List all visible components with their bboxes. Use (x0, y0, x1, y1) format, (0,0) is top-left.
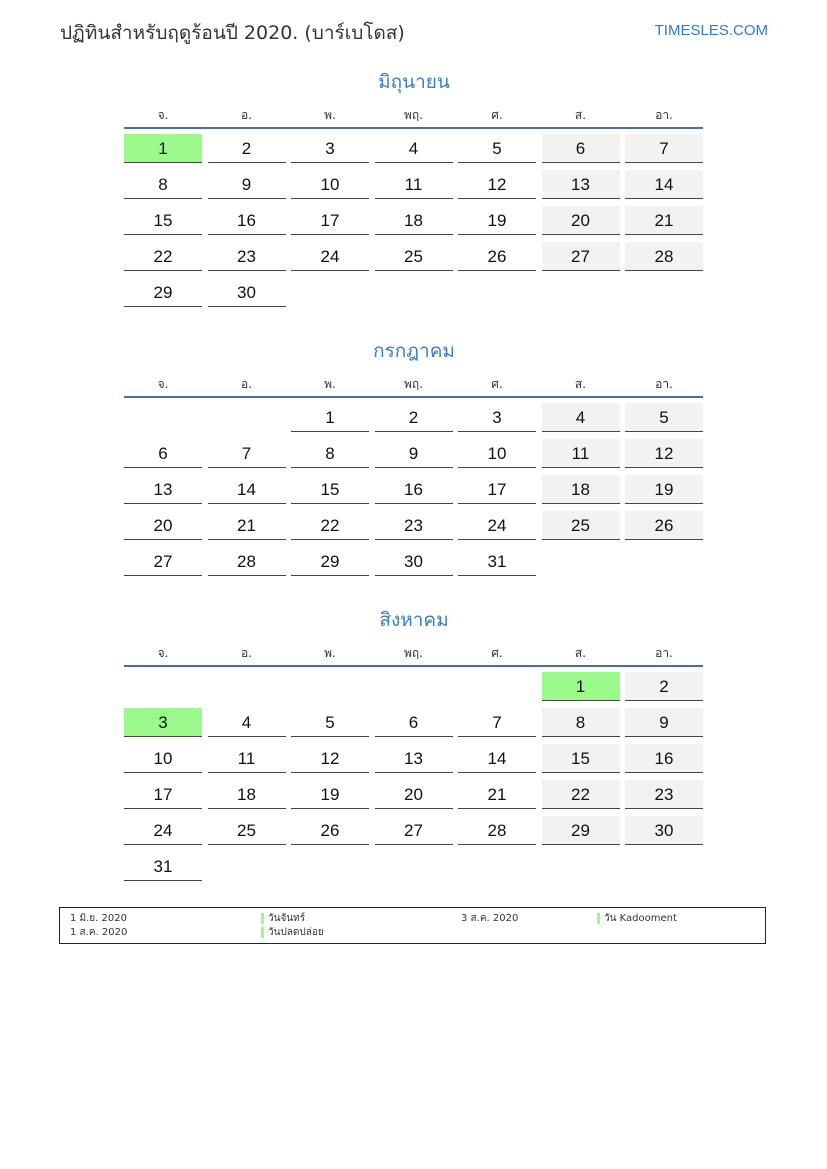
weekday-label: อา. (655, 108, 673, 122)
weekday-label: อ. (240, 377, 253, 391)
weekday-label: อา. (655, 646, 673, 660)
empty-day-cell (625, 852, 703, 881)
day-cell: 27 (542, 242, 620, 271)
day-cell: 28 (625, 242, 703, 271)
day-cell: 30 (375, 547, 453, 576)
month-july (124, 337, 704, 583)
day-cell: 9 (208, 170, 286, 199)
day-cell: 10 (124, 744, 202, 773)
day-cell: 18 (542, 475, 620, 504)
day-cell: 30 (208, 278, 286, 307)
empty-day-cell (542, 852, 620, 881)
day-cell: 13 (375, 744, 453, 773)
day-cell: 11 (542, 439, 620, 468)
weekday-label: พ. (324, 108, 336, 122)
weekday-label: ส. (574, 377, 587, 391)
day-cell: 1 (291, 403, 369, 432)
day-cell: 7 (208, 439, 286, 468)
weekday-label: อ. (240, 646, 253, 660)
day-cell: 5 (291, 708, 369, 737)
day-cell: 17 (458, 475, 536, 504)
day-cell: 9 (625, 708, 703, 737)
empty-day-cell (291, 672, 369, 701)
empty-day-cell (375, 852, 453, 881)
day-cell: 2 (625, 672, 703, 701)
weekday-label: พ. (324, 646, 336, 660)
weekday-label: พ. (324, 377, 336, 391)
day-cell: 23 (375, 511, 453, 540)
day-cell: 12 (458, 170, 536, 199)
legend-color-marker (597, 913, 600, 924)
day-cell: 22 (124, 242, 202, 271)
page-title: ปฏิทินสำหรับฤดูร้อนปี 2020. (บาร์เบโดส) (60, 22, 405, 44)
day-cell: 21 (625, 206, 703, 235)
day-cell: 8 (291, 439, 369, 468)
month-title: กรกฎาคม (373, 340, 455, 362)
empty-day-cell (208, 672, 286, 701)
empty-day-cell (375, 278, 453, 307)
holiday-legend (59, 907, 766, 944)
legend-holiday-name: วันจันทร์ (268, 913, 306, 924)
day-cell: 29 (124, 278, 202, 307)
day-cell: 1 (124, 134, 202, 163)
day-cell: 3 (124, 708, 202, 737)
day-cell: 20 (542, 206, 620, 235)
day-cell: 13 (124, 475, 202, 504)
month-divider (124, 396, 703, 398)
day-cell: 16 (375, 475, 453, 504)
month-august (124, 606, 704, 888)
day-cell: 25 (208, 816, 286, 845)
legend-color-marker (261, 913, 264, 924)
site-link[interactable]: TIMESLES.COM (654, 22, 768, 39)
day-cell: 20 (375, 780, 453, 809)
day-grid (124, 134, 704, 314)
day-cell: 24 (291, 242, 369, 271)
legend-date: 1 มิ.ย. 2020 (70, 913, 127, 924)
day-cell: 21 (208, 511, 286, 540)
day-cell: 3 (291, 134, 369, 163)
day-cell: 10 (291, 170, 369, 199)
day-cell: 27 (124, 547, 202, 576)
weekday-label: ส. (574, 108, 587, 122)
month-divider (124, 127, 703, 129)
day-cell: 23 (208, 242, 286, 271)
day-cell: 29 (542, 816, 620, 845)
empty-day-cell (375, 672, 453, 701)
day-cell: 26 (291, 816, 369, 845)
empty-day-cell (542, 547, 620, 576)
weekday-label: พฤ. (404, 377, 423, 391)
weekday-header (124, 372, 704, 396)
day-cell: 13 (542, 170, 620, 199)
day-cell: 11 (208, 744, 286, 773)
day-cell: 15 (542, 744, 620, 773)
day-cell: 14 (208, 475, 286, 504)
day-cell: 4 (208, 708, 286, 737)
day-cell: 22 (291, 511, 369, 540)
day-cell: 27 (375, 816, 453, 845)
day-cell: 8 (124, 170, 202, 199)
day-cell: 17 (124, 780, 202, 809)
month-divider (124, 665, 703, 667)
day-cell: 14 (458, 744, 536, 773)
weekday-label: พฤ. (404, 108, 423, 122)
day-cell: 8 (542, 708, 620, 737)
weekday-label: จ. (157, 377, 169, 391)
day-cell: 15 (124, 206, 202, 235)
day-cell: 15 (291, 475, 369, 504)
weekday-header (124, 103, 704, 127)
legend-date: 3 ส.ค. 2020 (461, 913, 519, 924)
day-cell: 24 (458, 511, 536, 540)
day-cell: 26 (625, 511, 703, 540)
day-cell: 19 (625, 475, 703, 504)
day-cell: 28 (458, 816, 536, 845)
weekday-label: ศ. (491, 377, 503, 391)
day-cell: 24 (124, 816, 202, 845)
day-cell: 19 (291, 780, 369, 809)
empty-day-cell (625, 547, 703, 576)
day-grid (124, 403, 704, 583)
weekday-label: ส. (574, 646, 587, 660)
day-cell: 25 (542, 511, 620, 540)
weekday-label: จ. (157, 646, 169, 660)
weekday-label: อา. (655, 377, 673, 391)
day-cell: 2 (375, 403, 453, 432)
day-cell: 14 (625, 170, 703, 199)
day-cell: 7 (625, 134, 703, 163)
day-cell: 5 (625, 403, 703, 432)
day-cell: 1 (542, 672, 620, 701)
empty-day-cell (208, 852, 286, 881)
legend-date: 1 ส.ค. 2020 (70, 927, 128, 938)
day-cell: 7 (458, 708, 536, 737)
day-cell: 29 (291, 547, 369, 576)
day-cell: 17 (291, 206, 369, 235)
empty-day-cell (124, 403, 202, 432)
day-cell: 19 (458, 206, 536, 235)
empty-day-cell (458, 852, 536, 881)
legend-holiday-name: วันปลดปล่อย (268, 927, 324, 938)
day-cell: 3 (458, 403, 536, 432)
month-june (124, 68, 704, 314)
weekday-label: จ. (157, 108, 169, 122)
day-cell: 16 (208, 206, 286, 235)
day-cell: 31 (458, 547, 536, 576)
day-cell: 22 (542, 780, 620, 809)
day-cell: 12 (625, 439, 703, 468)
day-cell: 12 (291, 744, 369, 773)
day-cell: 31 (124, 852, 202, 881)
weekday-label: ศ. (491, 108, 503, 122)
day-cell: 5 (458, 134, 536, 163)
day-cell: 9 (375, 439, 453, 468)
day-cell: 4 (542, 403, 620, 432)
day-cell: 10 (458, 439, 536, 468)
weekday-label: อ. (240, 108, 253, 122)
day-cell: 18 (375, 206, 453, 235)
day-cell: 11 (375, 170, 453, 199)
weekday-header (124, 641, 704, 665)
month-title: สิงหาคม (379, 609, 449, 631)
empty-day-cell (124, 672, 202, 701)
legend-color-marker (261, 927, 264, 938)
day-cell: 6 (375, 708, 453, 737)
day-cell: 2 (208, 134, 286, 163)
day-cell: 21 (458, 780, 536, 809)
day-cell: 20 (124, 511, 202, 540)
weekday-label: พฤ. (404, 646, 423, 660)
day-cell: 6 (542, 134, 620, 163)
empty-day-cell (542, 278, 620, 307)
empty-day-cell (208, 403, 286, 432)
day-cell: 18 (208, 780, 286, 809)
day-cell: 26 (458, 242, 536, 271)
day-cell: 28 (208, 547, 286, 576)
day-cell: 30 (625, 816, 703, 845)
empty-day-cell (291, 278, 369, 307)
empty-day-cell (625, 278, 703, 307)
day-cell: 23 (625, 780, 703, 809)
day-cell: 16 (625, 744, 703, 773)
empty-day-cell (458, 672, 536, 701)
weekday-label: ศ. (491, 646, 503, 660)
day-grid (124, 672, 704, 888)
day-cell: 4 (375, 134, 453, 163)
day-cell: 6 (124, 439, 202, 468)
empty-day-cell (458, 278, 536, 307)
day-cell: 25 (375, 242, 453, 271)
legend-holiday-name: วัน Kadooment (604, 913, 677, 924)
month-title: มิถุนายน (378, 71, 450, 93)
empty-day-cell (291, 852, 369, 881)
